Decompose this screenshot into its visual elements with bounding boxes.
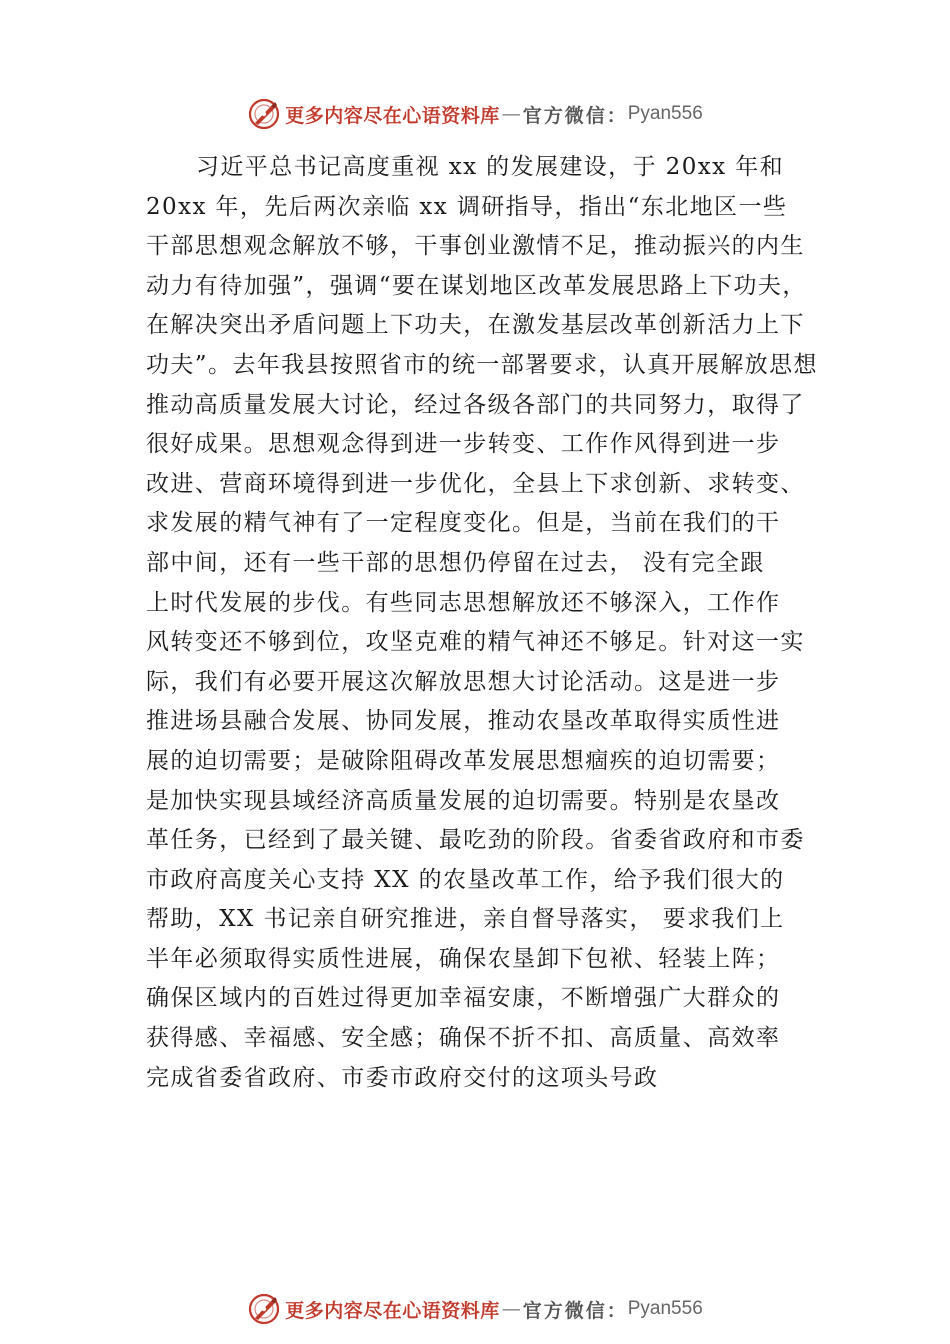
body-line: 完成省委省政府、市委市政府交付的这项头号政 bbox=[146, 1064, 659, 1091]
banner-separator: — bbox=[501, 1298, 521, 1320]
body-line: 功夫”。去年我县按照省市的统一部署要求，认真开展解放思想 bbox=[146, 351, 818, 378]
body-line: 部中间，还有一些干部的思想仍停留在过去， 没有完全跟 bbox=[146, 549, 765, 576]
body-line: 习近平总书记高度重视 xx 的发展建设，于 20xx 年和 bbox=[196, 154, 784, 180]
body-line: 展的迫切需要；是破除阻碍改革发展思想痼疾的迫切需要； bbox=[146, 747, 781, 774]
footer-banner bbox=[0, 1289, 950, 1329]
body-line: 确保区域内的百姓过得更加幸福安康，不断增强广大群众的 bbox=[146, 985, 781, 1012]
body-line: 动力有待加强”，强调“要在谋划地区改革发展思路上下功夫， bbox=[146, 272, 807, 299]
body-line: 上时代发展的步伐。有些同志思想解放还不够深入，工作作 bbox=[146, 589, 781, 616]
body-line: 在解决突出矛盾问题上下功夫，在激发基层改革创新活力上下 bbox=[146, 312, 805, 339]
brand-logo-icon bbox=[247, 1292, 281, 1326]
brand-logo-icon bbox=[247, 97, 281, 131]
body-line: 半年必须取得实质性进展，确保农垦卸下包袱、轻装上阵； bbox=[146, 945, 781, 972]
body-line: 推动高质量发展大讨论，经过各级各部门的共同努力，取得了 bbox=[146, 391, 805, 418]
body-line: 获得感、幸福感、安全感；确保不折不扣、高质量、高效率 bbox=[146, 1025, 781, 1052]
banner-wechat-label: 官方微信： bbox=[522, 1299, 628, 1322]
body-paragraph bbox=[146, 148, 826, 1098]
body-line: 际，我们有必要开展这次解放思想大讨论活动。这是进一步 bbox=[146, 668, 781, 695]
body-line: 20xx 年，先后两次亲临 xx 调研指导，指出“东北地区一些 bbox=[146, 193, 788, 220]
body-line: 干部思想观念解放不够，干事创业激情不足，推动振兴的内生 bbox=[146, 233, 805, 260]
body-line: 改进、营商环境得到进一步优化，全县上下求创新、求转变、 bbox=[146, 470, 805, 497]
body-line: 是加快实现县域经济高质量发展的迫切需要。特别是农垦改 bbox=[146, 787, 781, 814]
header-banner bbox=[0, 94, 950, 134]
banner-text: 更多内容尽在心语资料库 bbox=[285, 104, 500, 127]
banner-separator: — bbox=[501, 103, 521, 125]
banner-text: 更多内容尽在心语资料库 bbox=[285, 1299, 500, 1322]
body-line: 求发展的精气神有了一定程度变化。但是，当前在我们的干 bbox=[146, 510, 781, 537]
body-line: 革任务，已经到了最关键、最吃劲的阶段。省委省政府和市委 bbox=[146, 827, 805, 854]
body-line: 市政府高度关心支持 XX 的农垦改革工作，给予我们很大的 bbox=[146, 866, 785, 893]
body-line: 帮助，XX 书记亲自研究推进，亲自督导落实， 要求我们上 bbox=[146, 906, 785, 933]
banner-wechat-label: 官方微信： bbox=[522, 104, 628, 127]
body-line: 推进场县融合发展、协同发展，推动农垦改革取得实质性进 bbox=[146, 708, 781, 735]
body-line: 很好成果。思想观念得到进一步转变、工作作风得到进一步 bbox=[146, 431, 781, 458]
body-line: 风转变还不够到位，攻坚克难的精气神还不够足。针对这一实 bbox=[146, 629, 805, 656]
banner-wechat-id: Pyan556 bbox=[627, 103, 703, 124]
banner-wechat-id: Pyan556 bbox=[627, 1298, 703, 1319]
